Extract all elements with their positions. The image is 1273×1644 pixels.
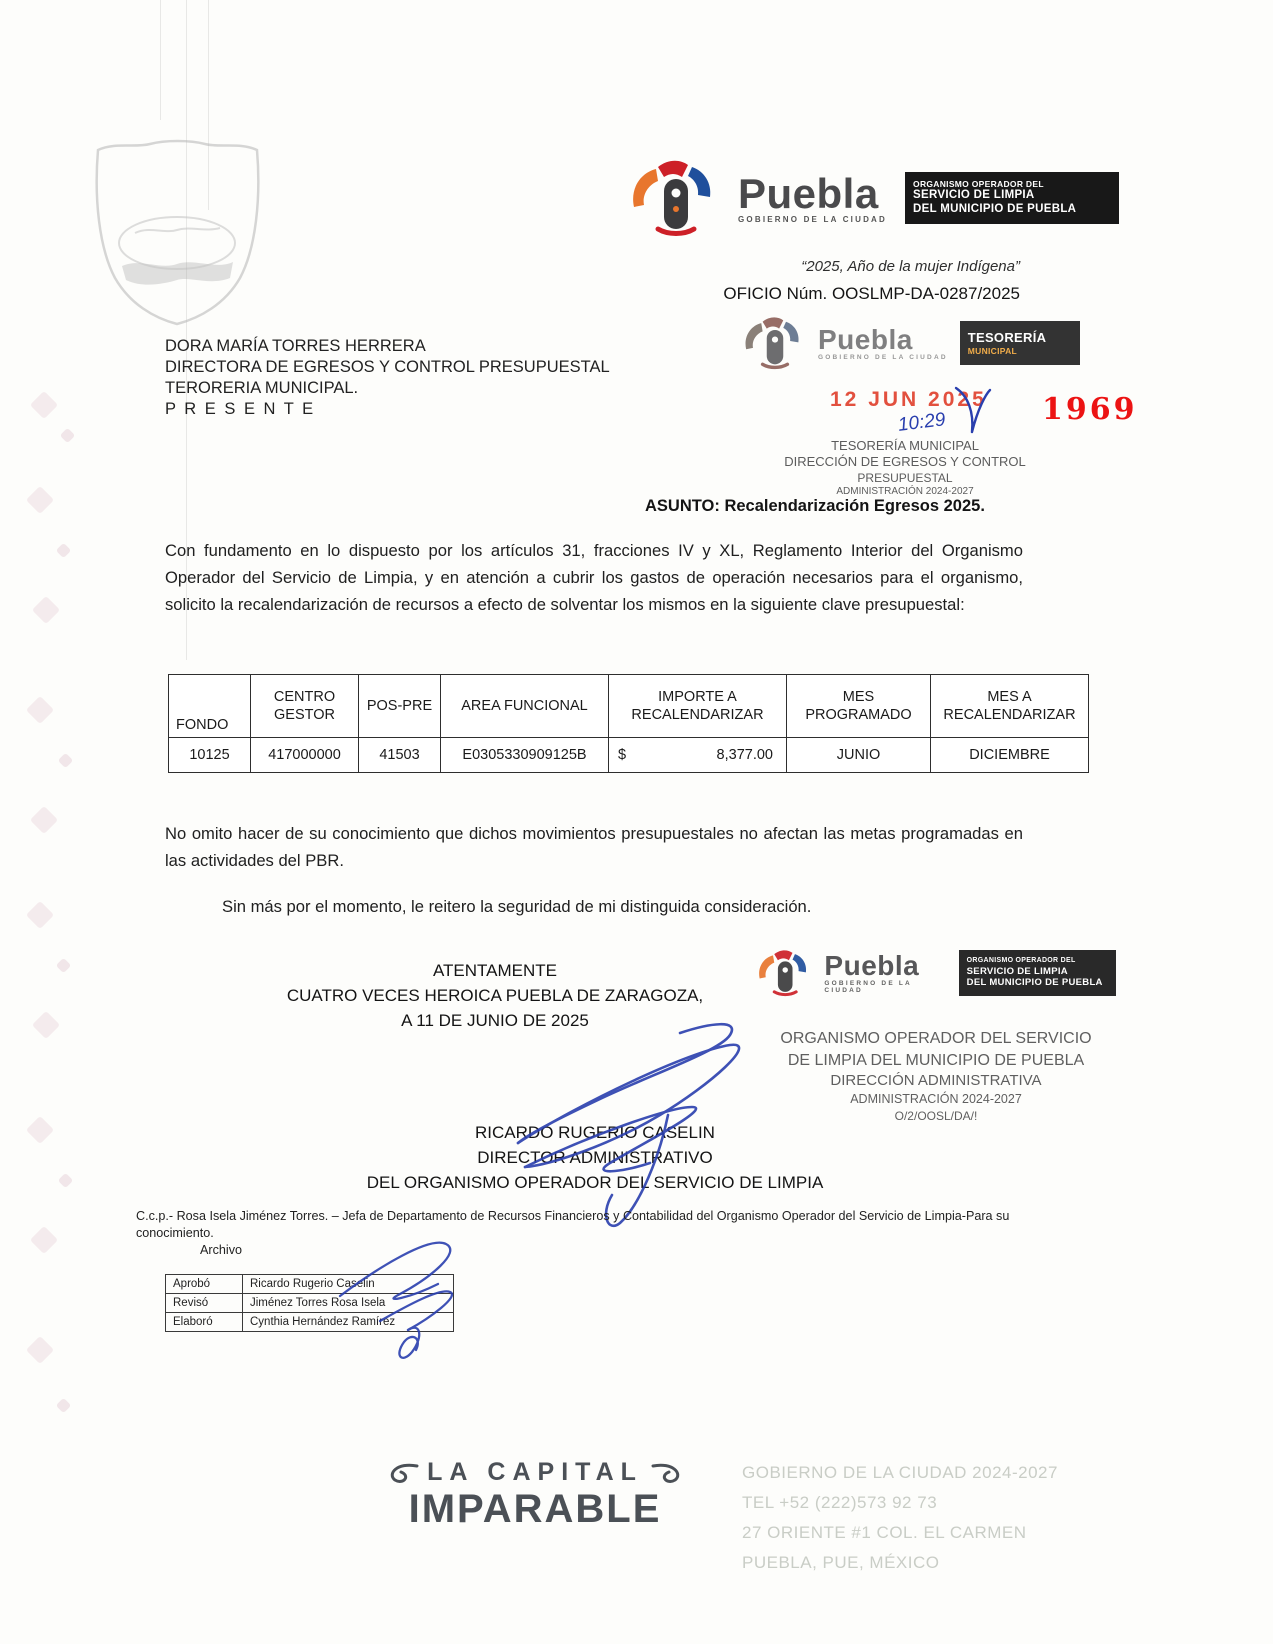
watermark-diamond: [56, 543, 72, 559]
address-block: [742, 1458, 1162, 1578]
puebla-wordmark-block: [738, 169, 888, 224]
watermark-diamond: [30, 806, 58, 834]
body-paragraph-2: No omito hacer de su conocimiento que dichos movimientos presupuestales no afectan las metas programadas en las actividades del PBR.: [165, 824, 1023, 870]
watermark-diamond: [26, 696, 54, 724]
capital-logo-bottom: IMPARABLE: [408, 1487, 662, 1531]
budget-table-header-row: [169, 675, 1089, 738]
col-header-area-funcional: AREA FUNCIONAL: [441, 675, 609, 738]
col-header-centro-gestor: CENTRO GESTOR: [251, 675, 359, 738]
watermark-diamond: [60, 428, 76, 444]
stamp-line-2: DIRECCIÓN DE EGRESOS Y CONTROL: [784, 454, 1026, 470]
watermark-diamond: [58, 1173, 74, 1189]
year-quote: “2025, Año de la mujer Indígena”: [801, 258, 1020, 275]
watermark-diamond: [26, 901, 54, 929]
watermark-diamond: [26, 1336, 54, 1364]
signature-area-brand: [756, 944, 1116, 1002]
tesoreria-box-line2: MUNICIPAL: [967, 345, 1018, 356]
swirl-right-icon: [651, 1460, 685, 1486]
watermark-diamond: [56, 1398, 72, 1414]
col-header-fondo: FONDO: [169, 675, 251, 738]
puebla-tagline: GOBIERNO DE LA CIUDAD: [738, 214, 888, 224]
director-signature: [430, 1015, 800, 1230]
puebla-logo-icon: [628, 159, 724, 237]
approval-name: Jiménez Torres Rosa Isela: [243, 1294, 454, 1313]
subject-line: ASUNTO: Recalendarización Egresos 2025.: [645, 497, 985, 515]
signer-title-1: DIRECTOR ADMINISTRATIVO: [477, 1148, 713, 1167]
oosl-black-box: [959, 950, 1116, 996]
col-header-mes-recalendarizar: MES A RECALENDARIZAR: [931, 675, 1089, 738]
oosl-box-line2: SERVICIO DE LIMPIA: [966, 965, 1068, 977]
fold-line: [160, 0, 161, 120]
atentamente: ATENTAMENTE: [432, 961, 558, 980]
closing-city: CUATRO VECES HEROICA PUEBLA DE ZARAGOZA,: [286, 986, 704, 1005]
oosl-box-line2: SERVICIO DE LIMPIA: [913, 189, 1035, 202]
budget-table: [168, 674, 1089, 773]
approval-signatures: [320, 1226, 500, 1371]
handwritten-check-mark: [948, 378, 994, 440]
watermark-diamond: [30, 391, 58, 419]
approval-name: Ricardo Rugerio Caselin: [243, 1275, 454, 1294]
body-paragraph-3: Sin más por el momento, le reitero la seguridad de mi distinguida consideración.: [222, 897, 812, 916]
recipient-office: TERORERIA MUNICIPAL.: [165, 379, 359, 397]
oosl-box-line1: ORGANISMO OPERADOR DEL: [913, 179, 1044, 190]
office-stamp-line5: O/2/OOSL/DA/!: [894, 1109, 978, 1124]
office-stamp-text: [756, 1028, 1116, 1125]
approval-role: Elaboró: [166, 1313, 243, 1332]
address-line-3: 27 ORIENTE #1 COL. EL CARMEN: [742, 1523, 1027, 1542]
shield-watermark: [80, 138, 275, 328]
address-line-1: GOBIERNO DE LA CIUDAD 2024-2027: [742, 1463, 1058, 1482]
tesoreria-stamp-brand: [742, 314, 1082, 372]
signer-name: RICARDO RUGERIO CASELIN: [475, 1123, 715, 1142]
col-header-mes-programado: MES PROGRAMADO: [787, 675, 931, 738]
cell-fondo: 10125: [169, 738, 251, 773]
puebla-wordmark: Puebla: [824, 950, 920, 981]
importe-value: 8,377.00: [716, 747, 773, 763]
puebla-logo-icon: [756, 948, 814, 998]
puebla-wordmark: Puebla: [818, 323, 913, 355]
office-stamp-line3: DIRECCIÓN ADMINISTRATIVA: [830, 1072, 1042, 1090]
office-stamp-line4: ADMINISTRACIÓN 2024-2027: [850, 1092, 1022, 1107]
stamp-line-1: TESORERÍA MUNICIPAL: [831, 438, 979, 453]
approval-name: Cynthia Hernández Ramírez: [243, 1313, 454, 1332]
office-stamp-line1: ORGANISMO OPERADOR DEL SERVICIO: [780, 1030, 1092, 1047]
reception-stamp-text: [740, 438, 1070, 498]
office-stamp-line2: DE LIMPIA DEL MUNICIPIO DE PUEBLA: [787, 1051, 1085, 1069]
folio-number-stamp: 1969: [1042, 392, 1138, 427]
puebla-wordmark-block: [824, 952, 946, 994]
swirl-left-icon: [385, 1460, 419, 1486]
watermark-diamond: [32, 1011, 60, 1039]
puebla-wordmark: Puebla: [738, 169, 879, 217]
recipient-block: [165, 336, 765, 420]
signer-title-2: DEL ORGANISMO OPERADOR DEL SERVICIO DE LIMPIA: [366, 1173, 824, 1192]
watermark-diamond: [30, 1226, 58, 1254]
tesoreria-black-box: [960, 321, 1080, 365]
header-brand: [628, 158, 1148, 238]
recipient-name: DORA MARÍA TORRES HERRERA: [165, 337, 426, 355]
cell-importe: [609, 738, 787, 773]
tesoreria-box-line1: TESORERÍA: [967, 330, 1047, 346]
oficio-number: OFICIO Núm. OOSLMP-DA-0287/2025: [723, 284, 1020, 303]
watermark-diamond: [26, 486, 54, 514]
closing-date: A 11 DE JUNIO DE 2025: [401, 1011, 589, 1030]
cell-pos-pre: 41503: [359, 738, 441, 773]
oosl-box-line1: ORGANISMO OPERADOR DEL: [966, 957, 1076, 965]
capital-logo-top: LA CAPITAL: [427, 1458, 643, 1486]
currency-symbol: $: [618, 747, 627, 763]
oosl-black-box: [905, 172, 1119, 224]
oosl-box-line3: DEL MUNICIPIO DE PUEBLA: [913, 203, 1077, 216]
approval-role: Aprobó: [166, 1275, 243, 1294]
cell-mes-recalendarizar: DICIEMBRE: [931, 738, 1089, 773]
recipient-presente: P R E S E N T E: [165, 400, 316, 418]
reception-date-stamp: 12 JUN 2025: [830, 388, 987, 411]
watermark-diamond: [26, 1116, 54, 1144]
cell-centro-gestor: 417000000: [251, 738, 359, 773]
capital-imparable-logo: [380, 1458, 690, 1532]
cell-area-funcional: E0305330909125B: [441, 738, 609, 773]
approval-role: Revisó: [166, 1294, 243, 1313]
watermark-diamond: [56, 958, 72, 974]
puebla-tagline: GOBIERNO DE LA CIUDAD: [824, 980, 912, 994]
address-line-4: PUEBLA, PUE, MÉXICO: [742, 1553, 940, 1572]
body-paragraph-1: Con fundamento en lo dispuesto por los artículos 31, fracciones IV y XL, Reglamento Interior del Organismo Operador del Servicio de Limpia, y en atención a cubrir los gastos de operación necesarios para el organismo, solicito la recalendarización de recursos a efecto de solventar los mismos en la siguiente clave presupuestal:: [165, 541, 1023, 614]
cell-mes-programado: JUNIO: [787, 738, 931, 773]
watermark-diamond: [58, 753, 74, 769]
recipient-title: DIRECTORA DE EGRESOS Y CONTROL PRESUPUESTAL: [165, 358, 610, 376]
tesoreria-wordmark-block: [818, 323, 948, 361]
stamp-line-4: ADMINISTRACIÓN 2024-2027: [836, 485, 974, 497]
puebla-tagline: GOBIERNO DE LA CIUDAD: [818, 353, 948, 361]
watermark-diamond: [32, 596, 60, 624]
stamp-line-3: PRESUPUESTAL: [857, 470, 953, 485]
puebla-logo-icon: [742, 316, 808, 370]
oosl-box-line3: DEL MUNICIPIO DE PUEBLA: [966, 977, 1103, 989]
budget-table-data-row: [169, 738, 1089, 773]
col-header-importe: IMPORTE A RECALENDARIZAR: [609, 675, 787, 738]
archivo-note: Archivo: [200, 1243, 242, 1257]
col-header-pos-pre: POS-PRE: [359, 675, 441, 738]
handwritten-time: 10:29: [896, 409, 947, 436]
address-line-2: TEL +52 (222)573 92 73: [742, 1493, 938, 1512]
ccp-note: C.c.p.- Rosa Isela Jiménez Torres. – Jefa de Departamento de Recursos Financieros y Contabilidad del Organismo Operador del Servicio de Limpia-Para su conocimiento.: [136, 1209, 1010, 1240]
